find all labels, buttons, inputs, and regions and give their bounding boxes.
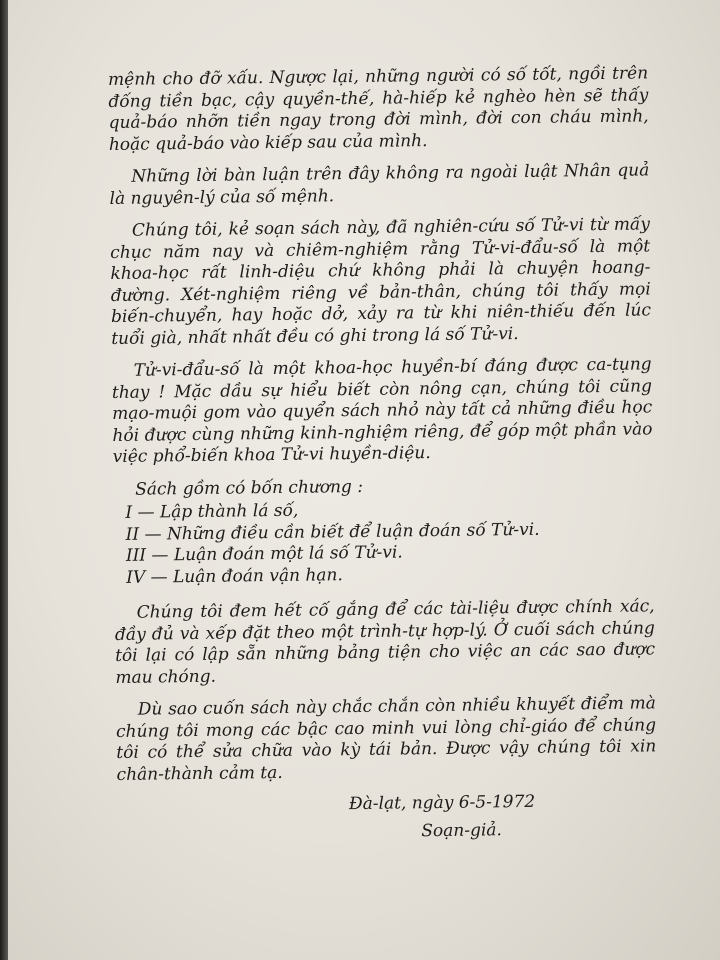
chapter-item-1: I — Lập thành lá số, (125, 500, 299, 523)
paragraph-4: Tử-vi-đẩu-số là một khoa-học huyền-bí đáng được ca-tụng thay ! Mặc dầu sự hiểu biết còn nông cạn, chúng tôi cũng mạo-muội gom vào quyển sách nhỏ này tất cả những điều học hỏi được cùng những kinh-nghiệm riêng, để góp một phần vào việc phổ-biến khoa Tử-vi huyền-diệu. (111, 354, 653, 467)
signature-block (117, 790, 658, 846)
book-page (8, 0, 720, 960)
closing-paragraph-2: Dù sao cuốn sách này chắc chắn còn nhiều khuyết điểm mà chúng tôi mong các bậc cao minh vui lòng chỉ-giáo để chúng tôi có thể sửa chữa vào kỳ tái bản. Được vậy chúng tôi xin chân-thành cảm tạ. (115, 693, 657, 785)
page-text (108, 63, 658, 852)
chapter-list (113, 496, 654, 589)
paragraph-1: mệnh cho đỡ xấu. Ngược lại, những người có số tốt, ngồi trên đống tiền bạc, cậy quyền-thế, hà-hiếp kẻ nghèo hèn sẽ thấy quả-báo nhỡn tiền ngay trong đời mình, đời con cháu mình, hoặc quả-báo vào kiếp sau của mình. (108, 63, 649, 155)
closing-paragraph-1: Chúng tôi đem hết cố gắng để các tài-liệu được chính xác, đầy đủ và xếp đặt theo một trình-tự hợp-lý. Ở cuối sách chúng tôi lại có lập sẵn những bảng tiện cho việc an các sao được mau chóng. (114, 596, 656, 688)
chapter-item-2: II — Những điều cần biết để luận đoán số Tử-vi. (125, 519, 540, 545)
signature-place-date: Đà-lạt, ngày 6-5-1972 (348, 791, 536, 815)
paragraph-2: Những lời bàn luận trên đây không ra ngoài luật Nhân quả là nguyên-lý của số mệnh. (109, 160, 650, 209)
signature-author: Soạn-giả. (421, 819, 503, 841)
chapter-item-3: III — Luận đoán một lá số Tử-vi. (125, 542, 403, 566)
paragraph-3: Chúng tôi, kẻ soạn sách này, đã nghiên-cứu số Tử-vi từ mấy chục năm nay và chiêm-nghiệm rằng Tử-vi-đẩu-số là một khoa-học rất linh-diệu chứ không phải là chuyện hoang-đường. Xét-nghiệm riêng về bản-thân, chúng tôi thấy mọi biến-chuyển, hay hoặc dở, xảy ra từ khi niên-thiếu đến lúc tuổi già, nhất nhất đều có ghi trong lá số Tử-vi. (110, 214, 652, 349)
chapter-item-4: IV — Luận đoán vận hạn. (126, 564, 343, 588)
chapters-intro: Sách gồm có bốn chương : (135, 476, 364, 500)
